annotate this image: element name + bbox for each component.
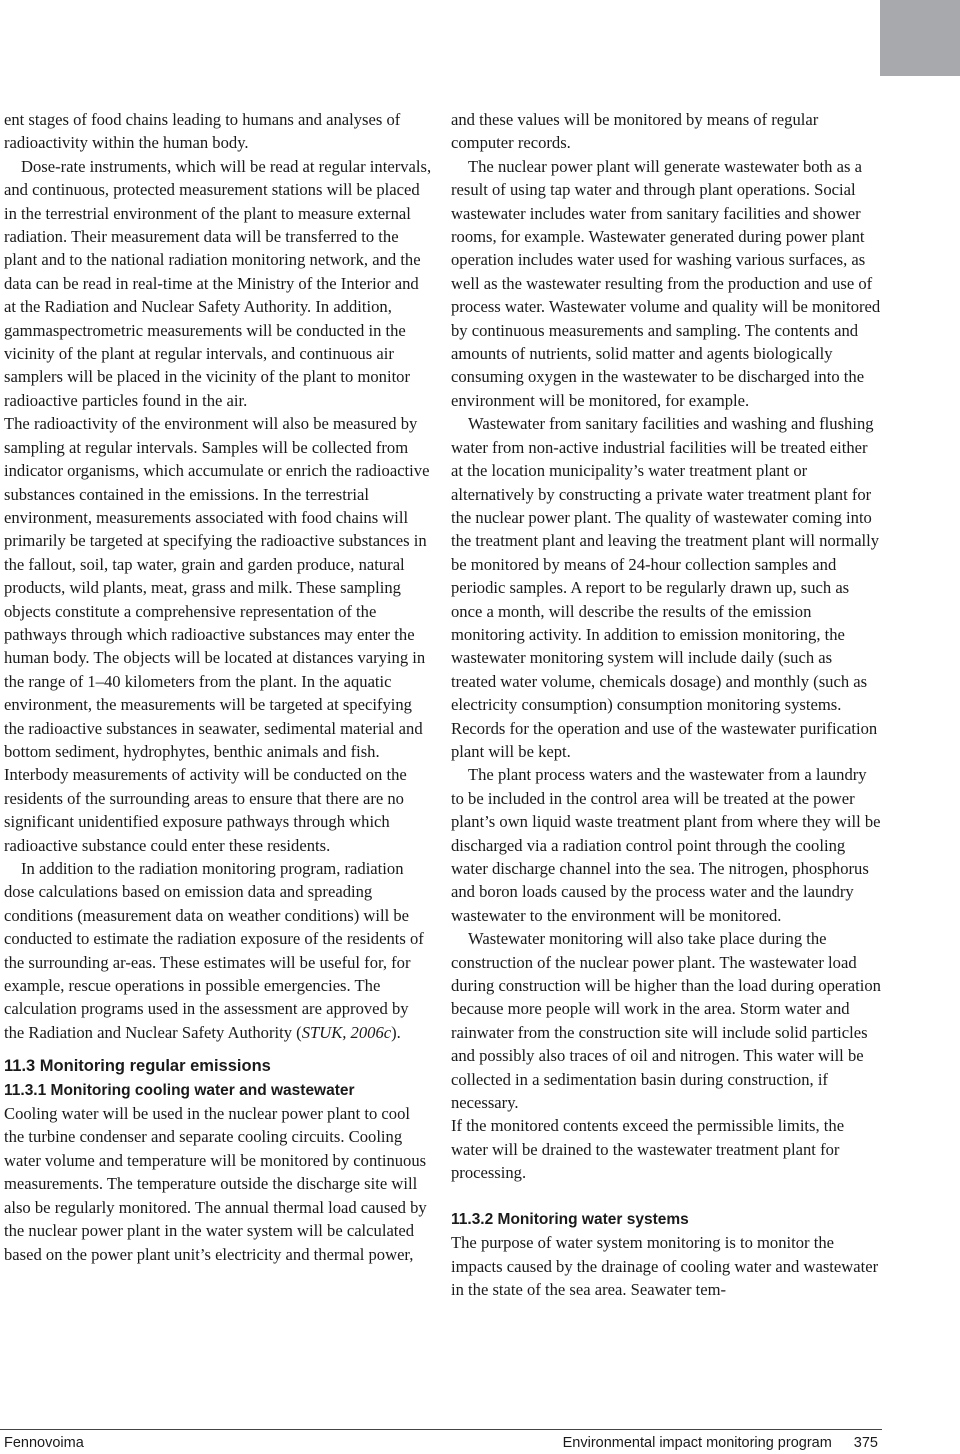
subsection-heading-11-3-2: 11.3.2 Monitoring water systems xyxy=(451,1210,689,1228)
left-paragraph-4 xyxy=(4,857,432,1044)
right-paragraph-6: If the monitored contents exceed the permissible limits, the water will be drained to the wastewater treatment plant for processing. xyxy=(451,1116,845,1183)
right-paragraph-2: The nuclear power plant will generate wastewater both as a result of using tap water and through plant operations. Social wastewater includes water from sanitary facilities and shower rooms, for example. Wastewater generated during power plant operation includes water used for washing various surfaces, as well as the wastewater resulting from the production and use of process water. Wastewater volume and quality will be monitored by continuous measurements and sampling. The contents and amounts of nutrients, solid matter and agents biologically consuming oxygen in the wastewater to be discharged into the environment will be monitored, for example. xyxy=(451,156,881,410)
footer-publisher: Fennovoima xyxy=(4,1435,84,1451)
right-paragraph-7: The purpose of water system monitoring is to monitor the impacts caused by the drainage of cooling water and wastewater in the state of the sea area. Seawater tem- xyxy=(451,1233,879,1299)
left-paragraph-3: The radioactivity of the environment will also be measured by sampling at regular intervals. Samples will be collected from indicator organisms, which accumulate or enrich the radioactive substances contained in the emissions. In the terrestrial environment, measurements associated with food chains will primarily be targeted at specifying the radioactive substances in the fallout, soil, tap water, grain and garden produce, natural products, wild plants, meat, grass and milk. These sampling objects constitute a comprehensive representation of the pathways through which radioactive substances may enter the human body. The objects will be located at distances varying in the range of 1–40 kilometers from the plant. In the aquatic environment, the measurements will be targeted at specifying the radioactive substances in seawater, sedimental material and bottom sediment, hydrophytes, benthic animals and fish. Interbody measurements of activity will be conducted on the residents of the surrounding areas to ensure that there are no significant unidentified exposure pathways through which radioactive substance could enter these residents. xyxy=(4,414,430,855)
right-paragraph-1: and these values will be monitored by means of regular computer records. xyxy=(451,110,819,153)
left-column xyxy=(4,108,432,1266)
footer-right xyxy=(563,1433,878,1453)
page-number: 375 xyxy=(853,1435,878,1451)
footer-divider xyxy=(0,1429,882,1430)
right-paragraph-3: Wastewater from sanitary facilities and washing and flushing water from non-active industrial facilities will be treated either at the location municipality’s water treatment plant or alternatively by constructing a private water treatment plant for the nuclear power plant. The quality of wastewater coming into the treatment plant and leaving the treatment plant will normally be monitored by means of 24-hour collection samples and periodic samples. A report to be regularly drawn up, such as once a month, will describe the results of the emission monitoring activity. In addition to emission monitoring, the wastewater monitoring system will include daily (such as treated water volume, chemicals dosage) and monthly (such as electricity consumption) consumption monitoring systems. Records for the operation and use of the wastewater purification plant will be kept. xyxy=(451,414,880,761)
paragraph-text-end: ). xyxy=(391,1022,401,1042)
right-paragraph-4: The plant process waters and the wastewater from a laundry to be included in the control area will be treated at the power plant’s own liquid waste treatment plant from where they will be discharged via a radiation control point through the cooling water discharge channel into the sea. The nitrogen, phosphorus and boron loads caused by the process water and the laundry wastewater to the environment will be monitored. xyxy=(451,765,881,925)
paragraph-text: In addition to the radiation monitoring program, radiation dose calculations based on emission data and spreading conditions (measurement data on weather conditions) will be conducted to estimate the radiation exposure of the residents of the surrounding ar-eas. These estimates will be useful for, for example, rescue operations in possible emergencies. The calculation programs used in the assessment are approved by the Radiation and Nuclear Safety Authority ( xyxy=(4,859,424,1042)
section-heading-11-3: 11.3 Monitoring regular emissions xyxy=(4,1057,271,1076)
left-paragraph-1: ent stages of food chains leading to humans and analyses of radioactivity within the human body. xyxy=(4,110,401,153)
left-paragraph-2: Dose-rate instruments, which will be read at regular intervals, and continuous, protected measurement stations will be placed in the terrestrial environment of the plant to measure external radiation. Their measurement data will be transferred to the plant and to the national radiation monitoring network, and the data can be read in real-time at the Ministry of the Interior and at the Radiation and Nuclear Safety Authority. In addition, gammaspectrometric measurements will be conducted in the vicinity of the plant at regular intervals, and continuous air samplers will be placed in the vicinity of the plant to monitor radioactive particles found in the air. xyxy=(4,156,432,410)
subsection-heading-11-3-1: 11.3.1 Monitoring cooling water and wastewater xyxy=(4,1081,355,1099)
left-paragraph-5: Cooling water will be used in the nuclear power plant to cool the turbine condenser and separate cooling circuits. Cooling water volume and temperature will be monitored by continuous measurements. The temperature outside the discharge site will also be regularly monitored. The annual thermal load caused by the nuclear power plant in the water system will be calculated based on the power plant unit’s electricity and thermal power, xyxy=(4,1104,427,1264)
corner-page-tab xyxy=(880,0,960,76)
right-paragraph-5: Wastewater monitoring will also take place during the construction of the nuclear power plant. The wastewater load during construction will be higher than the load during operation because more people will work in the area. Storm water and rainwater from the construction site will include solid particles and possibly also traces of oil and nitrogen. This water will be collected in a sedimentation basin during construction, if necessary. xyxy=(451,929,881,1113)
right-column xyxy=(451,108,881,1301)
citation: STUK, 2006c xyxy=(301,1022,392,1042)
footer-document-title: Environmental impact monitoring program xyxy=(562,1435,832,1451)
